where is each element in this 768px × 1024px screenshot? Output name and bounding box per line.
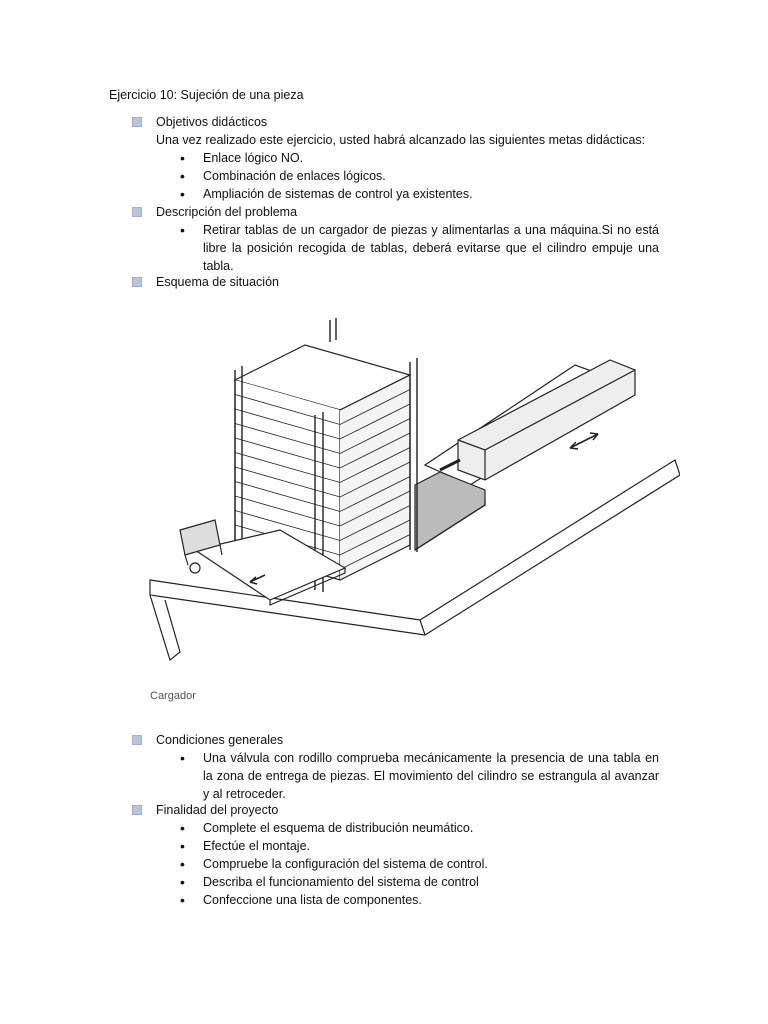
square-bullet-icon [132, 207, 142, 217]
list-item: • Enlace lógico NO. [180, 150, 304, 166]
bullet-icon: • [180, 186, 185, 202]
section-finalidad [132, 801, 672, 909]
square-bullet-icon [132, 277, 142, 287]
bullet-icon: • [180, 820, 185, 836]
bullet-list [132, 149, 672, 203]
pusher-block [415, 472, 485, 550]
bullet-icon: • [180, 838, 185, 854]
list-item: • Ampliación de sistemas de control ya existentes. [180, 186, 473, 202]
roller-valve [180, 520, 222, 573]
bullet-icon: • [180, 750, 185, 766]
bullet-icon: • [180, 168, 185, 184]
bullet-icon: • [180, 222, 185, 238]
bullet-list [132, 749, 672, 803]
section-heading: Objetivos didácticos [156, 115, 268, 129]
bullet-icon: • [180, 892, 185, 908]
section-heading: Descripción del problema [156, 205, 298, 219]
section-heading: Condiciones generales [156, 733, 284, 747]
bullet-list [132, 221, 672, 275]
list-item: • Describa el funcionamiento del sistema de control [180, 874, 479, 890]
list-item: • Combinación de enlaces lógicos. [180, 168, 386, 184]
list-item: • Retirar tablas de un cargador de piezas y alimentarlas a una máquina.Si no está libre la posición recogida de tablas, deberá evitarse que el cilindro empuje una tabla. [180, 222, 659, 273]
bullet-icon: • [180, 874, 185, 890]
section-descripcion [132, 203, 672, 275]
section-heading: Finalidad del proyecto [156, 803, 279, 817]
section-objetivos [132, 113, 672, 203]
list-item: • Compruebe la configuración del sistema de control. [180, 856, 488, 872]
list-item: • Confeccione una lista de componentes. [180, 892, 422, 908]
bullet-icon: • [180, 150, 185, 166]
list-item: • Efectúe el montaje. [180, 838, 311, 854]
square-bullet-icon [132, 735, 142, 745]
cylinder-assembly [425, 360, 635, 485]
square-bullet-icon [132, 805, 142, 815]
square-bullet-icon [132, 117, 142, 127]
section-esquema [132, 273, 672, 291]
section-intro: Una vez realizado este ejercicio, usted habrá alcanzado las siguientes metas didácticas: [156, 133, 646, 147]
section-condiciones [132, 731, 672, 803]
magazine-diagram [140, 300, 680, 690]
list-item: • Complete el esquema de distribución neumático. [180, 820, 474, 836]
figure-caption: Cargador [150, 690, 196, 702]
bullet-icon: • [180, 856, 185, 872]
section-heading: Esquema de situación [156, 275, 279, 289]
bullet-list [132, 819, 672, 909]
list-item: • Una válvula con rodillo comprueba mecánicamente la presencia de una tabla en la zona de entrega de piezas. El movimiento del cilindro se estrangula al avanzar y al retroceder. [180, 750, 659, 801]
document-title: Ejercicio 10: Sujeción de una pieza [109, 88, 304, 102]
